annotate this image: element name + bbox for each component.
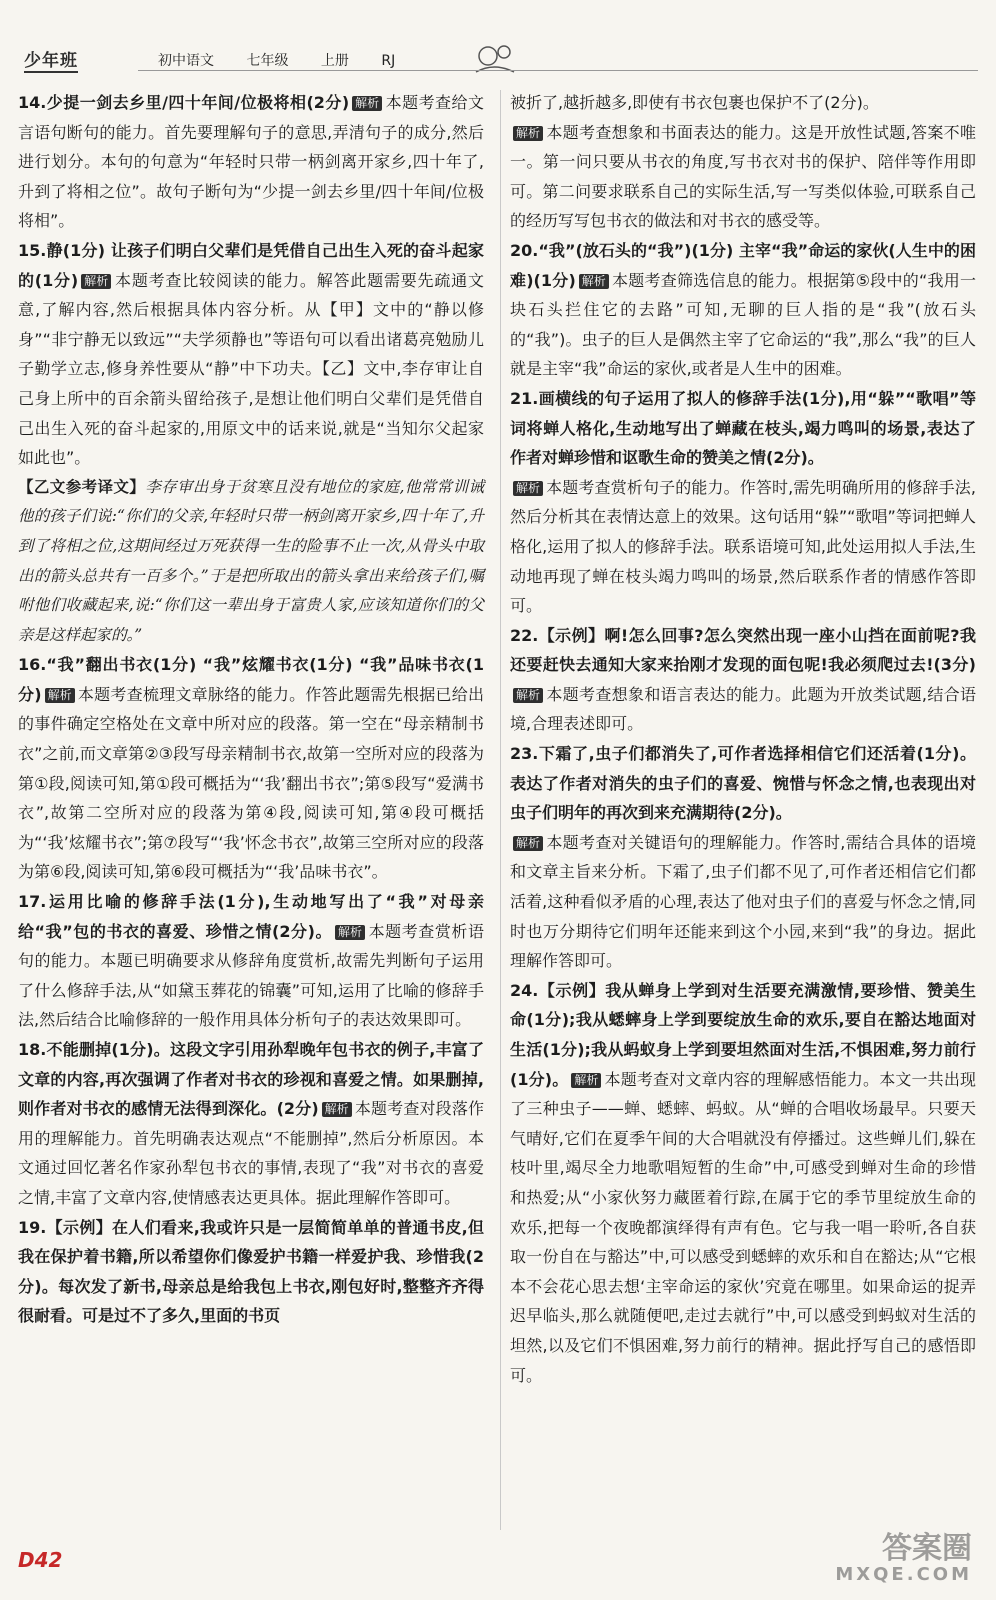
analysis-badge: 解析 [579,274,609,289]
translation-text: 李存审出身于贫寒且没有地位的家庭,他常常训诫他的孩子们说:“你们的父亲,年轻时只带一柄剑离开家乡,四十年了,升到了将相之位,这期间经过万死获得一生的险事不止一次,从骨头中取出的箭头总共有一百多个。”于是把所取出的箭头拿出来给孩子们,嘱咐他们收藏起来,说:“你们这一辈出身于富贵人家,应该知道你们的父亲是这样起家的。” [18,477,484,644]
grade-label: 七年级 [246,53,289,69]
answer-17 [18,887,484,1035]
analysis-text: 本题考查对段落作用的理解能力。首先明确表达观点“不能删掉”,然后分析原因。本文通过回忆著名作家孙犁包书衣的事情,表现了“我”对书衣的喜爱之情,丰富了文章内容,使情感表达更具体。据此理解作答即可。 [18,1099,484,1207]
column-divider [500,90,501,1530]
answer-text: 被折了,越折越多,即使有书衣包裹也保护不了(2分)。 [510,93,879,112]
subject-label: 初中语文 [158,53,214,69]
answer-21 [510,384,976,621]
answer-19-cont [510,88,976,236]
analysis-badge: 解析 [513,126,543,141]
analysis-text: 本题考查比较阅读的能力。解答此题需要先疏通文意,了解内容,然后根据具体内容分析。从【甲】文中的“静以修身”“非宁静无以致远”“夫学须静也”等语句可以看出诸葛亮勉励儿子勤学立志,修身养性要从“静”中下功夫。【乙】文中,李存审让自己身上所中的百余箭头留给孩子,是想让他们明白父辈们是凭借自己出生入死的奋斗起家的,用原文中的话来说,就是“当知尔父起家如此也”。 [18,270,484,468]
analysis-badge: 解析 [513,836,543,851]
analysis-badge: 解析 [513,481,543,496]
answer-24 [510,976,976,1390]
analysis-text: 本题考查赏析句子的能力。作答时,需先明确所用的修辞手法,然后分析其在表情达意上的效果。这句话用“躲”“歌唱”等词把蝉人格化,运用了拟人的修辞手法。联系语境可知,此处运用拟人手法,生动地再现了蝉在枝头竭力鸣叫的场景,然后联系作者的情感作答即可。 [510,477,976,616]
analysis-badge: 解析 [45,688,75,703]
page-number: D42 [18,1548,63,1572]
right-column [510,88,976,1390]
answer-text: 18.不能删掉(1分)。这段文字引用孙犁晚年包书衣的例子,丰富了文章的内容,再次强调了作者对书衣的珍视和喜爱之情。如果删掉,则作者对书衣的感情无法得到深化。(2分) [18,1040,484,1119]
volume-label: 上册 [320,53,349,69]
analysis-text: 本题考查赏析语句的能力。本题已明确要求从修辞角度赏析,故需先判断句子运用了什么修辞手法,从“如黛玉葬花的锦囊”可知,运用了比喻的修辞手法,然后结合比喻修辞的一般作用具体分析句子的表达效果即可。 [18,921,484,1030]
breadcrumb [158,50,413,70]
watermark-title: 答案圈 [882,1531,972,1566]
answer-20 [510,236,976,384]
header-rule [138,70,978,71]
answer-14 [18,88,484,236]
answer-text: 17.运用比喻的修辞手法(1分),生动地写出了“我”对母亲给“我”包的书衣的喜爱、珍惜之情(2分)。 [18,892,484,941]
analysis-text: 本题考查筛选信息的能力。根据第⑤段中的“我用一块石头拦住它的去路”可知,无聊的巨人指的是“我”(放石头的“我”)。虫子的巨人是偶然主宰了它命运的“我”,那么“我”的巨人就是主宰“我”命运的家伙,或者是人生中的困难。 [510,270,976,379]
translation-label: 【乙文参考译文】 [18,477,146,496]
answer-text: 21.画横线的句子运用了拟人的修辞手法(1分),用“躲”“歌唱”等词将蝉人格化,生动地写出了蝉藏在枝头,竭力鸣叫的场景,表达了作者对蝉珍惜和讴歌生命的赞美之情(2分)。 [510,388,976,468]
brand-logo: 少年班 [24,46,78,73]
analysis-badge: 解析 [352,96,382,111]
answer-text: 22.【示例】啊!怎么回事?怎么突然出现一座小山挡在面前呢?我还要赶快去通知大家来抬刚才发现的面包呢!我必须爬过去!(3分) [510,625,976,675]
answer-23 [510,739,976,976]
analysis-badge: 解析 [322,1102,352,1117]
analysis-text: 本题考查想象和语言表达的能力。此题为开放类试题,结合语境,合理表述即可。 [510,684,976,734]
watermark-logo [835,1531,972,1588]
analysis-badge: 解析 [81,274,111,289]
answer-text: 15.静(1分) 让孩子们明白父辈们是凭借自己出生入死的奋斗起家的(1分) [18,240,484,290]
analysis-text: 本题考查给文言语句断句的能力。首先要理解句子的意思,弄清句子的成分,然后进行划分。本句的句意为“年轻时只带一柄剑离开家乡,四十年了,升到了将相之位”。故句子断句为“少提一剑去乡里/四十年间/位极将相”。 [18,93,484,231]
answer-18 [18,1035,484,1213]
answer-text: 19.【示例】在人们看来,我或许只是一层简简单单的普通书皮,但我在保护着书籍,所以希望你们像爱护书籍一样爱护我、珍惜我(2分)。每次发了新书,母亲总是给我包上书衣,刚包好时,整整齐齐得很耐看。可是过不了多久,里面的书页 [18,1217,484,1326]
answer-text: 23.下霜了,虫子们都消失了,可作者选择相信它们还活着(1分)。表达了作者对消失的虫子们的喜爱、惋惜与怀念之情,也表现出对虫子们明年的再次到来充满期待(2分)。 [510,744,976,823]
answer-text: 20.“我”(放石头的“我”)(1分) 主宰“我”命运的家伙(人生中的困难)(1分) [510,240,976,290]
analysis-text: 本题考查梳理文章脉络的能力。作答此题需先根据已给出的事件确定空格处在文章中所对应的段落。第一空在“母亲精制书衣”之前,而文章第②③段写母亲精制书衣,故第一空所对应的段落为第①段,阅读可知,第①段可概括为“‘我’翻出书衣”;第⑤段写“爱满书衣”,故第二空所对应的段落为第④段,阅读可知,第④段可概括为“‘我’炫耀书衣”;第⑦段写“‘我’怀念书衣”,故第三空所对应的段落为第⑥段,阅读可知,第⑥段可概括为“‘我’品味书衣”。 [18,684,484,882]
answer-text: 16.“我”翻出书衣(1分) “我”炫耀书衣(1分) “我”品味书衣(1分) [18,655,484,704]
answer-16 [18,650,484,887]
answer-text: 14.少提一剑去乡里/四十年间/位极将相(2分) [18,93,350,112]
answer-22 [510,621,976,739]
watermark-site: MXQE.COM [835,1564,972,1585]
page-header [18,42,978,80]
answer-15 [18,236,484,650]
answer-text: 24.【示例】我从蝉身上学到对生活要充满激情,要珍惜、赞美生命(1分);我从蟋蟀身上学到要绽放生命的欢乐,要自在豁达地面对生活(1分);我从蚂蚁身上学到要坦然面对生活,不惧困难,努力前行(1分)。 [510,980,976,1089]
analysis-badge: 解析 [513,688,543,703]
analysis-badge: 解析 [335,925,365,940]
page-footer [18,1531,978,1586]
left-column [18,88,484,1331]
analysis-text: 本题考查想象和书面表达的能力。这是开放性试题,答案不唯一。第一问只要从书衣的角度,写书衣对书的保护、陪伴等作用即可。第二问要求联系自己的实际生活,写一写类似体验,可联系自己的经历写写包书衣的做法和对书衣的感受等。 [510,122,976,231]
analysis-text: 本题考查对关键语句的理解能力。作答时,需结合具体的语境和文章主旨来分析。下霜了,虫子们都不见了,可作者还相信它们都活着,这种看似矛盾的心理,表达了他对虫子们的喜爱与怀念之情,同时也万分期待它们明年还能来到这个小园,来到“我”的身边。据此理解作答即可。 [510,832,976,971]
analysis-badge: 解析 [571,1073,601,1088]
edition-label: RJ [381,53,396,69]
analysis-text: 本题考查对文章内容的理解感悟能力。本文一共出现了三种虫子——蝉、蟋蟀、蚂蚁。从“蝉的合唱收场最早。只要天气晴好,它们在夏季午间的大合唱就没有停播过。这些蝉儿们,躲在枝叶里,竭尽全力地歌唱短暂的生命”中,可感受到蝉对生命的珍惜和热爱;从“小家伙努力藏匿着行踪,在属于它的季节里绽放生命的欢乐,把每一个夜晚都演绎得有声有色。它与我一唱一聆听,各自获取一份自在与豁达”中,可以感受到蟋蟀的欢乐和自在豁达;从“它根本不会花心思去想‘主宰命运的家伙’究竟在哪里。如果命运的捉弄迟早临头,那么就随便吧,走过去就行”中,可以感受到蚂蚁对生活的坦然,以及它们不惧困难,努力前行的精神。据此抒写自己的感悟即可。 [510,1069,976,1385]
answer-19 [18,1213,484,1331]
